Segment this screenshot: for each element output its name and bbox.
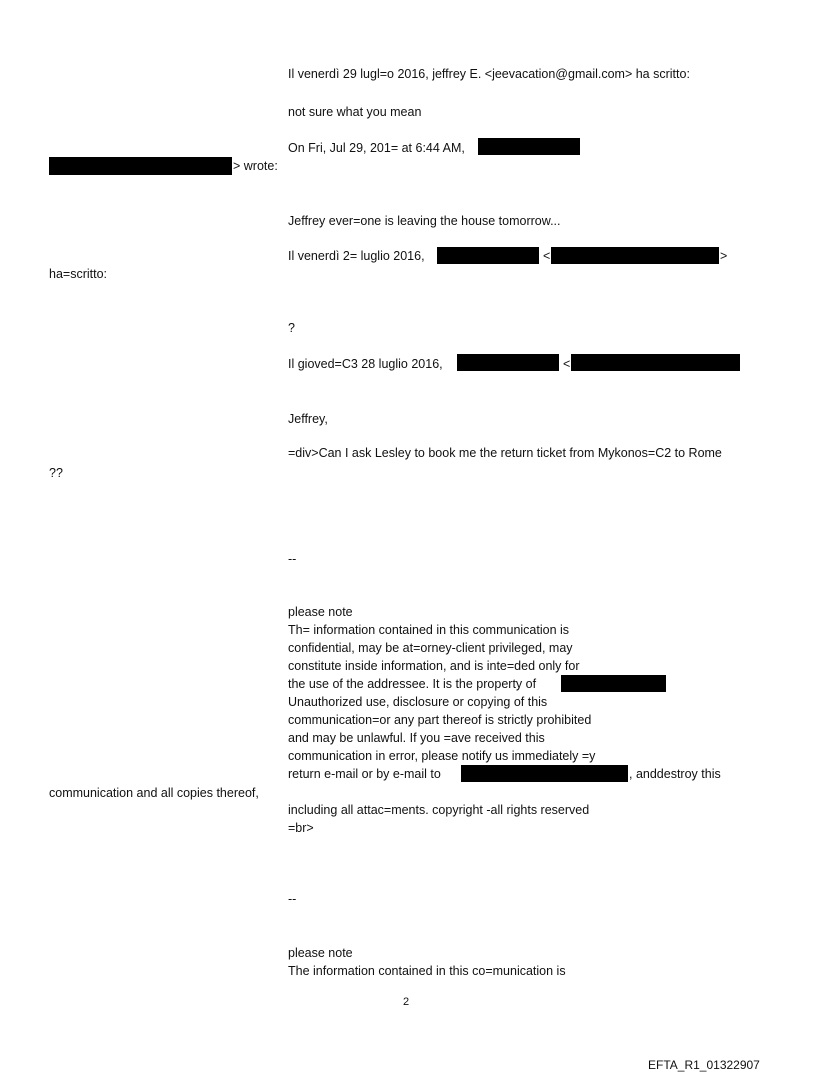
disclaimer-text: constitute inside information, and is inte=ded only for <box>288 659 580 673</box>
redaction-box <box>478 138 580 155</box>
disclaimer-text: Unauthorized use, disclosure or copying of this <box>288 695 548 709</box>
disclaimer-text: =br> <box>288 821 314 835</box>
quoted-header-line: > wrote: <box>233 159 278 173</box>
redaction-box <box>571 354 740 371</box>
quoted-header-line: < <box>543 249 551 263</box>
message-text: =div>Can I ask Lesley to book me the return ticket from Mykonos=C2 to Rome <box>288 446 722 460</box>
disclaimer-text: , anddestroy this <box>629 767 721 781</box>
quoted-header-line: < <box>563 357 571 371</box>
redaction-box <box>457 354 559 371</box>
message-text: ?? <box>49 466 63 480</box>
disclaimer-text: confidential, may be at=orney-client privileged, may <box>288 641 573 655</box>
reply-text: not sure what you mean <box>288 105 422 119</box>
disclaimer-text: Th= information contained in this communication is <box>288 623 570 637</box>
quoted-header-line: ha=scritto: <box>49 267 108 281</box>
signature-separator: -- <box>288 892 297 906</box>
redaction-box <box>49 157 232 175</box>
disclaimer-text: including all attac=ments. copyright -all rights reserved <box>288 803 590 817</box>
disclaimer-text: please note <box>288 946 353 960</box>
quoted-header-line: > <box>720 249 728 263</box>
disclaimer-text: the use of the addressee. It is the property of <box>288 677 537 691</box>
quoted-header-line: Il venerdì 29 lugl=o 2016, jeffrey E. <jeevacation@gmail.com> ha scritto: <box>288 67 690 81</box>
disclaimer-text: The information contained in this co=munication is <box>288 964 566 978</box>
disclaimer-text: communication=or any part thereof is strictly prohibited <box>288 713 592 727</box>
disclaimer-text: and may be unlawful. If you =ave received this <box>288 731 545 745</box>
disclaimer-text: return e-mail or by e-mail to <box>288 767 441 781</box>
disclaimer-text: please note <box>288 605 353 619</box>
disclaimer-text: communication in error, please notify us immediately =y <box>288 749 596 763</box>
disclaimer-text: communication and all copies thereof, <box>49 786 259 800</box>
redaction-box <box>461 765 628 782</box>
redaction-box <box>551 247 719 264</box>
message-text: Jeffrey, <box>288 412 328 426</box>
quoted-header-line: Il venerdì 2= luglio 2016, <box>288 249 425 263</box>
quoted-header-line: On Fri, Jul 29, 201= at 6:44 AM, <box>288 141 465 155</box>
message-text: ? <box>288 321 295 335</box>
page-number: 2 <box>403 996 410 1008</box>
redaction-box <box>437 247 539 264</box>
quoted-header-line: Il gioved=C3 28 luglio 2016, <box>288 357 443 371</box>
document-id: EFTA_R1_01322907 <box>648 1058 760 1072</box>
redaction-box <box>561 675 666 692</box>
signature-separator: -- <box>288 552 297 566</box>
message-text: Jeffrey ever=one is leaving the house tomorrow... <box>288 214 561 228</box>
